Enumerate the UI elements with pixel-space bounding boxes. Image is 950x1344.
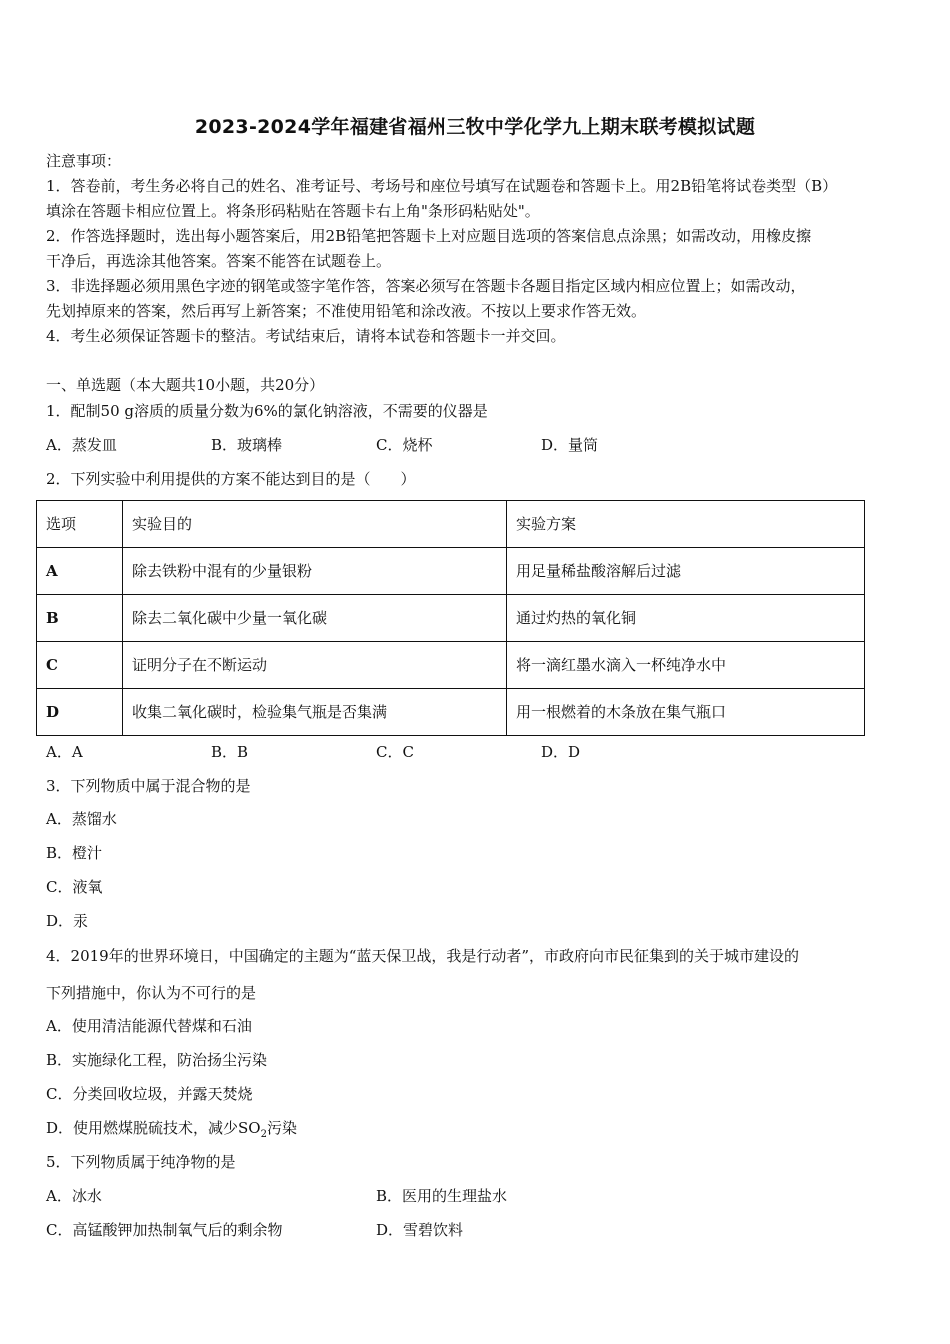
q5-option-c: C．高锰酸钾加热制氧气后的剩余物 [46, 1221, 283, 1239]
question-1-stem: 1．配制50 g溶质的质量分数为6%的氯化钠溶液，不需要的仪器是 [46, 402, 488, 420]
table-row [37, 642, 865, 689]
q2-option-b: B．B [211, 743, 249, 761]
notice-line: 干净后，再选涂其他答案。答案不能答在试题卷上。 [46, 252, 392, 270]
q2-option-d: D．D [541, 743, 581, 761]
q1-option-a: A．蒸发皿 [46, 436, 117, 454]
q4-option-c: C．分类回收垃圾，并露天焚烧 [46, 1085, 253, 1103]
notice-line: 填涂在答题卡相应位置上。将条形码粘贴在答题卡右上角"条形码粘贴处"。 [46, 202, 540, 220]
notice-line: 2．作答选择题时，选出每小题答案后，用2B铅笔把答题卡上对应题目选项的答案信息点涂黑；如需改动，用橡皮擦 [46, 227, 812, 245]
table-header-cell: 实验方案 [507, 501, 865, 548]
notice-line: 先划掉原来的答案，然后再写上新答案；不准使用铅笔和涂改液。不按以上要求作答无效。 [46, 302, 647, 320]
q4-option-d-text: D．使用燃煤脱硫技术，减少SO [46, 1119, 261, 1137]
table-cell: 证明分子在不断运动 [123, 642, 507, 689]
question-5-stem: 5．下列物质属于纯净物的是 [46, 1153, 236, 1171]
table-cell: A [37, 548, 123, 595]
table-cell: 将一滴红墨水滴入一杯纯净水中 [507, 642, 865, 689]
q5-option-a: A．冰水 [46, 1187, 102, 1205]
q4-option-b: B．实施绿化工程，防治扬尘污染 [46, 1051, 268, 1069]
q3-option-d: D．汞 [46, 912, 89, 930]
page-title: 2023-2024学年福建省福州三牧中学化学九上期末联考模拟试题 [194, 116, 756, 138]
table-cell: 通过灼热的氧化铜 [507, 595, 865, 642]
notice-line: 3．非选择题必须用黑色字迹的钢笔或签字笔作答，答案必须写在答题卡各题目指定区域内相应位置上；如需改动， [46, 277, 806, 295]
notice-line: 1．答卷前，考生务必将自己的姓名、准考证号、考场号和座位号填写在试题卷和答题卡上。用2B铅笔将试卷类型（B） [46, 177, 838, 195]
table-cell: B [37, 595, 123, 642]
q4-option-d-suffix: 污染 [266, 1119, 297, 1137]
table-cell: C [37, 642, 123, 689]
notice-line: 4．考生必须保证答题卡的整洁。考试结束后，请将本试卷和答题卡一并交回。 [46, 327, 566, 345]
table-row [37, 548, 865, 595]
q2-option-a: A．A [46, 743, 83, 761]
table-cell: D [37, 689, 123, 736]
table-cell: 用一根燃着的木条放在集气瓶口 [507, 689, 865, 736]
table-cell: 除去铁粉中混有的少量银粉 [123, 548, 507, 595]
q5-option-b: B．医用的生理盐水 [376, 1187, 508, 1205]
table-cell: 除去二氧化碳中少量一氧化碳 [123, 595, 507, 642]
q1-option-d: D．量筒 [541, 436, 599, 454]
q4-option-d-subscript: 2 [260, 1129, 267, 1140]
table-header-row [37, 501, 865, 548]
section-heading: 一、单选题（本大题共10小题，共20分） [46, 376, 325, 394]
table-header-cell: 选项 [37, 501, 123, 548]
table-row [37, 595, 865, 642]
q3-option-a: A．蒸馏水 [46, 810, 117, 828]
question-2-stem: 2．下列实验中利用提供的方案不能达到目的是（ ） [46, 470, 416, 488]
question-4-stem-cont: 下列措施中，你认为不可行的是 [46, 984, 257, 1002]
q2-option-c: C．C [376, 743, 414, 761]
experiment-table [36, 500, 865, 736]
q1-option-b: B．玻璃棒 [211, 436, 283, 454]
table-cell: 用足量稀盐酸溶解后过滤 [507, 548, 865, 595]
question-4-stem: 4．2019年的世界环境日，中国确定的主题为“蓝天保卫战，我是行动者”，市政府向市民征集到的关于城市建设的 [46, 947, 800, 965]
notice-heading: 注意事项： [46, 152, 122, 170]
q4-option-a: A．使用清洁能源代替煤和石油 [46, 1017, 252, 1035]
q1-option-c: C．烧杯 [376, 436, 433, 454]
q3-option-c: C．液氧 [46, 878, 103, 896]
table-row [37, 689, 865, 736]
q4-option-d [46, 1118, 297, 1145]
table-cell: 收集二氧化碳时，检验集气瓶是否集满 [123, 689, 507, 736]
question-3-stem: 3．下列物质中属于混合物的是 [46, 777, 251, 795]
table-header-cell: 实验目的 [123, 501, 507, 548]
q5-option-d: D．雪碧饮料 [376, 1221, 464, 1239]
q3-option-b: B．橙汁 [46, 844, 103, 862]
